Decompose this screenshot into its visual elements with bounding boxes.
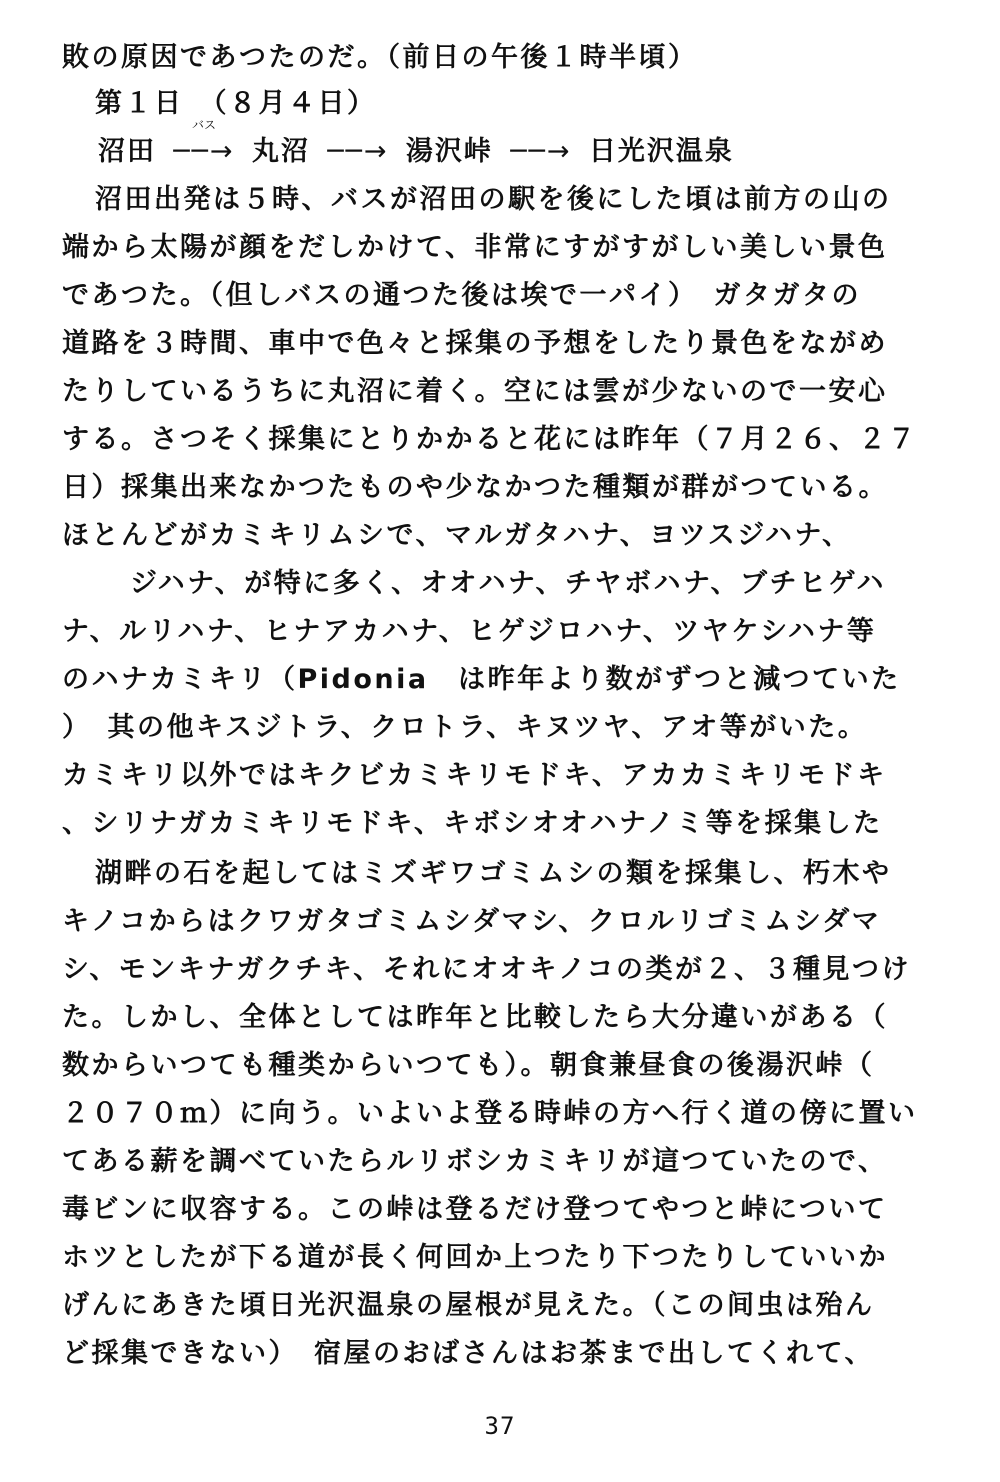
text-line: 沼田出発は５時、バスが沼田の駅を後にした頃は前方の山の bbox=[95, 184, 892, 215]
page-number: 37 bbox=[484, 1412, 516, 1440]
route-arrow-icon: バス ──→ bbox=[173, 118, 235, 167]
text-line: たりしているうちに丸沼に着く。空には雲が少ないので一安心 bbox=[62, 376, 888, 407]
route-arrow-icon: ──→ bbox=[510, 136, 572, 167]
text-line: ほとんどがカミキリムシで、マルガタハナ、ヨツスジハナ、 bbox=[62, 520, 852, 551]
text-line: のハナカミキリ（Pidonia は昨年より数がずつと減つていた bbox=[62, 664, 901, 695]
text-line: カミキリ以外ではキクビカミキリモドキ、アカカミキリモドキ bbox=[62, 760, 887, 791]
text-line: キノコからはクワガタゴミムシダマシ、クロルリゴミムシダマ bbox=[62, 906, 882, 937]
route-stop-yuzawa-pass: 湯沢峠 bbox=[405, 136, 493, 167]
text-line: ど採集できない） 宿屋のおばさんはお茶まで出してくれて、 bbox=[62, 1338, 874, 1369]
text-line: ） 其の他キスジトラ、クロトラ、キヌツヤ、アオ等がいた。 bbox=[62, 712, 868, 743]
text-line: た。しかし、全体としては昨年と比較したら大分違いがある（ bbox=[62, 1002, 888, 1033]
text-line: ナ、ルリハナ、ヒナアカハナ、ヒゲジロハナ、ツヤケシハナ等 bbox=[62, 616, 877, 647]
route-stop-nikkozawa-onsen: 日光沢温泉 bbox=[588, 136, 734, 167]
text-line: 日）採集出来なかつたものや少なかつた種類が群がつている。 bbox=[62, 472, 888, 503]
text-line: 数からいつても種类からいつても）。朝食兼昼食の後湯沢峠（ bbox=[62, 1050, 875, 1081]
text-line: 道路を３時間、車中で色々と採集の予想をしたり景色をながめ bbox=[62, 328, 888, 359]
text-line: 、シリナガカミキリモドキ、キボシオオハナノミ等を採集した bbox=[62, 808, 883, 839]
text-line: 端から太陽が顔をだしかけて、非常にすがすがしい美しい景色 bbox=[62, 232, 888, 263]
text-line: 毒ビンに収容する。この峠は登るだけ登つてやつと峠について bbox=[62, 1194, 888, 1225]
text-line: であつた。（但しバスの通つた後は埃で一パイ） ガタガタの bbox=[62, 280, 861, 311]
text-line: ２０７０ｍ）に向う。いよいよ登る時峠の方へ行く道の傍に置い bbox=[62, 1098, 918, 1129]
text-line: げんにあきた頃日光沢温泉の屋根が見えた。（この间虫は殆ん bbox=[62, 1290, 875, 1321]
route-mode-label: バス bbox=[191, 118, 216, 132]
route-arrow-icon: ──→ bbox=[327, 136, 389, 167]
text-line: シ、モンキナガクチキ、それにオオキノコの类が２、３種見つけ bbox=[62, 954, 912, 985]
text-line: ジハナ、が特に多く、オオハナ、チヤボハナ、ブチヒゲハ bbox=[130, 568, 886, 599]
text-line: する。さつそく採集にとりかかると花には昨年（７月２６、２７ bbox=[62, 424, 918, 455]
route-stop-marunuma: 丸沼 bbox=[251, 136, 310, 167]
text-line: てある薪を調べていたらルリボシカミキリが這つていたので、 bbox=[62, 1146, 888, 1177]
day-heading: 第１日 （８月４日） bbox=[95, 88, 377, 119]
route-stop-numata: 沼田 bbox=[98, 136, 156, 167]
text-line: 敗の原因であつたのだ。（前日の午後１時半頃） bbox=[62, 42, 698, 73]
text-line: ホツとしたが下る道が長く何回か上つたり下つたりしていいか bbox=[62, 1242, 888, 1273]
route-line bbox=[98, 118, 734, 172]
text-line: 湖畔の石を起してはミズギワゴミムシの類を採集し、朽木や bbox=[95, 858, 892, 889]
